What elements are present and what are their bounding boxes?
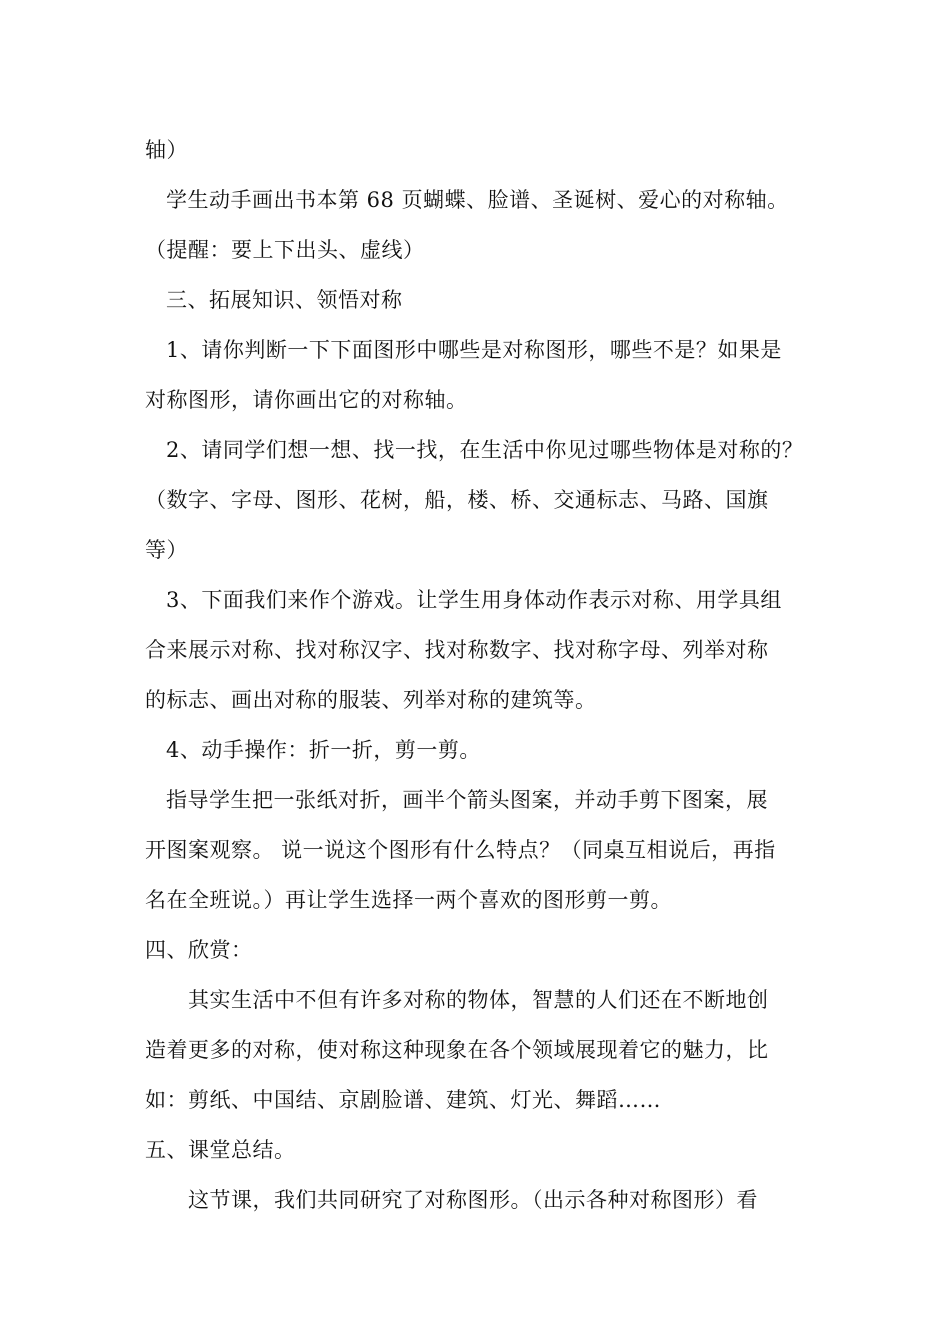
- section-heading-summary: 五、课堂总结。: [145, 1138, 296, 1162]
- text-line-guide: 指导学生把一张纸对折，画半个箭头图案，并动手剪下图案，展: [166, 788, 768, 812]
- text-line-appreciate-end: 如：剪纸、中国结、京剧脸谱、建筑、灯光、舞蹈……: [145, 1088, 661, 1112]
- text-line-item-1-cont: 对称图形，请你画出它的对称轴。: [145, 388, 468, 412]
- text-line-appreciate: 其实生活中不但有许多对称的物体，智慧的人们还在不断地创: [188, 988, 769, 1012]
- text-line-axis-end: 轴）: [145, 138, 188, 162]
- section-heading-appreciate: 四、欣赏：: [145, 938, 253, 962]
- text-line-appreciate-cont: 造着更多的对称，使对称这种现象在各个领域展现着它的魅力，比: [145, 1038, 769, 1062]
- text-line-item-3-end: 的标志、画出对称的服装、列举对称的建筑等。: [145, 688, 597, 712]
- text-line-item-2-examples: （数字、字母、图形、花树，船，楼、桥、交通标志、马路、国旗: [145, 488, 769, 512]
- text-line-guide-end: 名在全班说。）再让学生选择一两个喜欢的图形剪一剪。: [145, 888, 672, 912]
- text-line-guide-cont: 开图案观察。 说一说这个图形有什么特点？（同桌互相说后，再指: [145, 838, 776, 862]
- text-line-item-3: 3、下面我们来作个游戏。让学生用身体动作表示对称、用学具组: [166, 588, 782, 612]
- text-line-item-1: 1、请你判断一下下面图形中哪些是对称图形，哪些不是？如果是: [166, 338, 782, 362]
- text-line-draw-axis: 学生动手画出书本第 68 页蝴蝶、脸谱、圣诞树、爱心的对称轴。: [166, 188, 789, 212]
- text-line-summary: 这节课，我们共同研究了对称图形。（出示各种对称图形）看: [188, 1188, 758, 1212]
- text-line-item-4: 4、动手操作：折一折，剪一剪。: [166, 738, 481, 762]
- text-line-item-3-cont: 合来展示对称、找对称汉字、找对称数字、找对称字母、列举对称: [145, 638, 769, 662]
- text-line-item-2: 2、请同学们想一想、找一找，在生活中你见过哪些物体是对称的？: [166, 438, 804, 462]
- section-heading-extend: 三、拓展知识、领悟对称: [166, 288, 403, 312]
- text-line-reminder: （提醒：要上下出头、虚线）: [145, 238, 425, 262]
- text-line-item-2-end: 等）: [145, 538, 188, 562]
